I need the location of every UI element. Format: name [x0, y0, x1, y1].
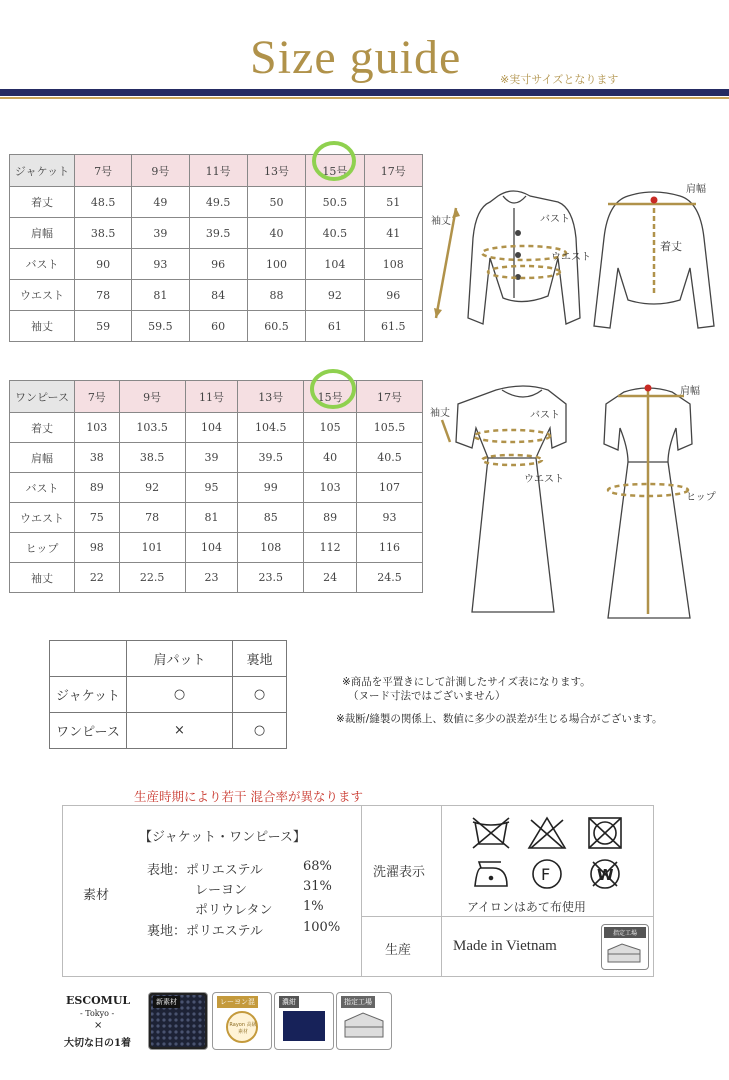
table-cell: 78	[75, 280, 132, 311]
material-pct: 31%	[303, 879, 332, 894]
table-cell: 89	[304, 503, 357, 533]
factory-icon	[602, 940, 646, 968]
material-name: 裏地：ポリエステル	[147, 924, 263, 939]
table-cell: 85	[238, 503, 304, 533]
table-cell: 50.5	[306, 187, 364, 218]
origin-value: Made in Vietnam	[453, 938, 557, 954]
table-cell: 48.5	[75, 187, 132, 218]
table-row	[10, 249, 423, 280]
table-row	[50, 677, 287, 713]
table-cell: 60.5	[247, 311, 305, 342]
table-cell: 89	[75, 473, 120, 503]
table-cell: 22.5	[119, 563, 185, 593]
table-row	[10, 280, 423, 311]
navy-badge	[274, 992, 334, 1050]
table-cell: ×	[127, 713, 233, 749]
factory-badge	[336, 992, 392, 1050]
row-label: 肩幅	[10, 218, 75, 249]
badge-label: 新素材	[153, 996, 180, 1008]
table-cell: 59.5	[132, 311, 189, 342]
dress-sleeve-label: 袖丈	[430, 408, 450, 419]
row-label: ウエスト	[10, 280, 75, 311]
table-row	[10, 503, 423, 533]
row-label: ウエスト	[10, 503, 75, 533]
lining-pad-table	[49, 640, 287, 749]
row-label: 袖丈	[10, 563, 75, 593]
material-name: 表地：ポリエステル	[147, 863, 263, 878]
material-label: 素材	[83, 888, 110, 903]
table-cell: 84	[189, 280, 247, 311]
table-cell: 40.5	[357, 443, 423, 473]
table-row	[10, 473, 423, 503]
jacket-sleeve-label: 袖丈	[431, 216, 451, 227]
table-cell: 103	[75, 413, 120, 443]
table-header-cell: 17号	[364, 155, 422, 187]
row-label: バスト	[10, 473, 75, 503]
table-cell: 104	[185, 533, 238, 563]
table-header-cell: 17号	[357, 381, 423, 413]
page-subtitle: ※実寸サイズとなります	[500, 73, 619, 86]
table-cell: 40.5	[306, 218, 364, 249]
factory-tag	[601, 924, 649, 970]
table-cell: 107	[357, 473, 423, 503]
table-header-cell: ジャケット	[10, 155, 75, 187]
table-cell: 105	[304, 413, 357, 443]
jacket-size-table	[9, 154, 423, 342]
table-cell: 38.5	[75, 218, 132, 249]
material-pct: 68%	[303, 859, 332, 874]
rayon-badge	[212, 992, 272, 1050]
table-cell: 50	[247, 187, 305, 218]
table-cell: 104	[306, 249, 364, 280]
hand-wash-icon	[473, 818, 509, 848]
table-cell: 49.5	[189, 187, 247, 218]
material-name: レーヨン	[195, 883, 248, 898]
table-cell: 95	[185, 473, 238, 503]
table-cell: 60	[189, 311, 247, 342]
dress-shoulder-label: 肩幅	[680, 386, 700, 397]
brand-secondary: 大切な日の1着	[64, 1038, 131, 1049]
material-heading: 【ジャケット・ワンピース】	[139, 830, 306, 845]
table-cell: 39.5	[238, 443, 304, 473]
table-header-cell	[50, 641, 127, 677]
header-band-gold	[0, 97, 729, 99]
row-label: ヒップ	[10, 533, 75, 563]
page-title: Size guide	[250, 31, 462, 84]
row-label: ワンピース	[50, 713, 127, 749]
row-label: 着丈	[10, 413, 75, 443]
table-cell: ○	[232, 713, 286, 749]
table-row	[10, 533, 423, 563]
table-cell: 81	[132, 280, 189, 311]
material-box	[62, 805, 654, 977]
table-cell: 101	[119, 533, 185, 563]
note-line: ※裁断/縫製の関係上、数値に多少の誤差が生じる場合がございます。	[336, 713, 663, 725]
table-cell: 100	[247, 249, 305, 280]
table-header-cell: 13号	[238, 381, 304, 413]
table-header-cell: ワンピース	[10, 381, 75, 413]
dress-bust-label: バスト	[530, 410, 560, 421]
row-label: 肩幅	[10, 443, 75, 473]
table-row	[10, 443, 423, 473]
table-header-cell: 7号	[75, 155, 132, 187]
brand-cross: ×	[94, 1020, 103, 1031]
table-cell: 108	[364, 249, 422, 280]
factory-tag-label: 指定工場	[604, 927, 646, 938]
dress-hip-label: ヒップ	[686, 492, 716, 503]
table-cell: 81	[185, 503, 238, 533]
table-cell: 96	[189, 249, 247, 280]
table-cell: 49	[132, 187, 189, 218]
table-cell: 112	[304, 533, 357, 563]
table-header-cell: 11号	[189, 155, 247, 187]
highlight-circle	[310, 136, 358, 184]
table-cell: 116	[357, 533, 423, 563]
row-label: バスト	[10, 249, 75, 280]
row-label: 袖丈	[10, 311, 75, 342]
table-row	[10, 218, 423, 249]
table-cell: 103.5	[119, 413, 185, 443]
table-cell: 23	[185, 563, 238, 593]
table-cell: 38.5	[119, 443, 185, 473]
material-pct: 100%	[303, 920, 341, 935]
table-cell: 92	[119, 473, 185, 503]
jacket-length-label: 着丈	[660, 240, 682, 253]
dress-size-table	[9, 380, 423, 593]
jacket-bust-label: バスト	[540, 214, 570, 225]
jacket-shoulder-label: 肩幅	[686, 184, 706, 195]
table-header-cell: 13号	[247, 155, 305, 187]
badge-label: レーヨン混	[217, 996, 258, 1008]
table-cell: 40	[304, 443, 357, 473]
table-row	[10, 563, 423, 593]
new-material-badge	[148, 992, 208, 1050]
table-cell: 39	[185, 443, 238, 473]
table-cell: ○	[127, 677, 233, 713]
table-row	[10, 413, 423, 443]
table-header-cell: 15号	[306, 155, 364, 187]
table-cell: ○	[232, 677, 286, 713]
table-cell: 41	[364, 218, 422, 249]
table-cell: 24.5	[357, 563, 423, 593]
table-cell: 104.5	[238, 413, 304, 443]
iron-note: アイロンはあて布使用	[467, 900, 586, 914]
jacket-diagram	[428, 178, 728, 333]
table-header-cell: 裏地	[232, 641, 286, 677]
brand-subtitle: - Tokyo -	[80, 1009, 115, 1018]
table-cell: 108	[238, 533, 304, 563]
table-cell: 22	[75, 563, 120, 593]
table-cell: 75	[75, 503, 120, 533]
iron-icon	[475, 862, 507, 886]
table-cell: 88	[247, 280, 305, 311]
table-cell: 93	[357, 503, 423, 533]
table-cell: 38	[75, 443, 120, 473]
table-cell: 105.5	[357, 413, 423, 443]
header-band-navy	[0, 89, 729, 96]
table-row	[50, 713, 287, 749]
table-header-cell: 肩パット	[127, 641, 233, 677]
table-cell: 23.5	[238, 563, 304, 593]
table-cell: 92	[306, 280, 364, 311]
table-cell: 61	[306, 311, 364, 342]
care-symbols	[463, 812, 643, 894]
table-cell: 59	[75, 311, 132, 342]
highlight-circle	[308, 364, 358, 412]
table-cell: 39.5	[189, 218, 247, 249]
table-cell: 24	[304, 563, 357, 593]
table-cell: 93	[132, 249, 189, 280]
rayon-seal-text: Rayon 高級素材	[229, 1022, 257, 1035]
table-cell: 39	[132, 218, 189, 249]
badge-label: 指定工場	[341, 996, 375, 1008]
table-header-cell: 9号	[119, 381, 185, 413]
table-header-cell: 11号	[185, 381, 238, 413]
material-name: ポリウレタン	[195, 903, 273, 918]
table-cell: 104	[185, 413, 238, 443]
note-line: （ヌード寸法ではございません）	[348, 690, 506, 702]
svg-text:F: F	[541, 865, 551, 884]
dress-waist-label: ウエスト	[524, 474, 564, 485]
origin-label: 生産	[385, 943, 412, 958]
table-cell: 99	[238, 473, 304, 503]
wash-label: 洗濯表示	[373, 865, 426, 880]
table-header-cell: 9号	[132, 155, 189, 187]
material-pct: 1%	[303, 899, 324, 914]
badge-label: 濃紺	[279, 996, 299, 1008]
table-cell: 98	[75, 533, 120, 563]
note-line: ※商品を平置きにして計測したサイズ表になります。	[342, 676, 591, 688]
navy-swatch	[283, 1011, 325, 1041]
table-cell: 96	[364, 280, 422, 311]
table-header-cell: 15号	[304, 381, 357, 413]
svg-text:W: W	[597, 866, 614, 884]
brand-name: ESCOMUL	[66, 994, 131, 1007]
no-bleach-icon	[529, 818, 565, 848]
table-header-cell: 7号	[75, 381, 120, 413]
table-row	[10, 187, 423, 218]
table-cell: 51	[364, 187, 422, 218]
table-cell: 40	[247, 218, 305, 249]
row-label: ジャケット	[50, 677, 127, 713]
table-cell: 103	[304, 473, 357, 503]
dress-diagram	[428, 378, 728, 623]
table-cell: 78	[119, 503, 185, 533]
row-label: 着丈	[10, 187, 75, 218]
table-cell: 90	[75, 249, 132, 280]
no-tumble-dry-icon	[589, 818, 621, 848]
jacket-waist-label: ウエスト	[551, 252, 591, 263]
table-row	[10, 311, 423, 342]
table-cell: 61.5	[364, 311, 422, 342]
mix-warning: 生産時期により若干 混合率が異なります	[134, 789, 363, 804]
